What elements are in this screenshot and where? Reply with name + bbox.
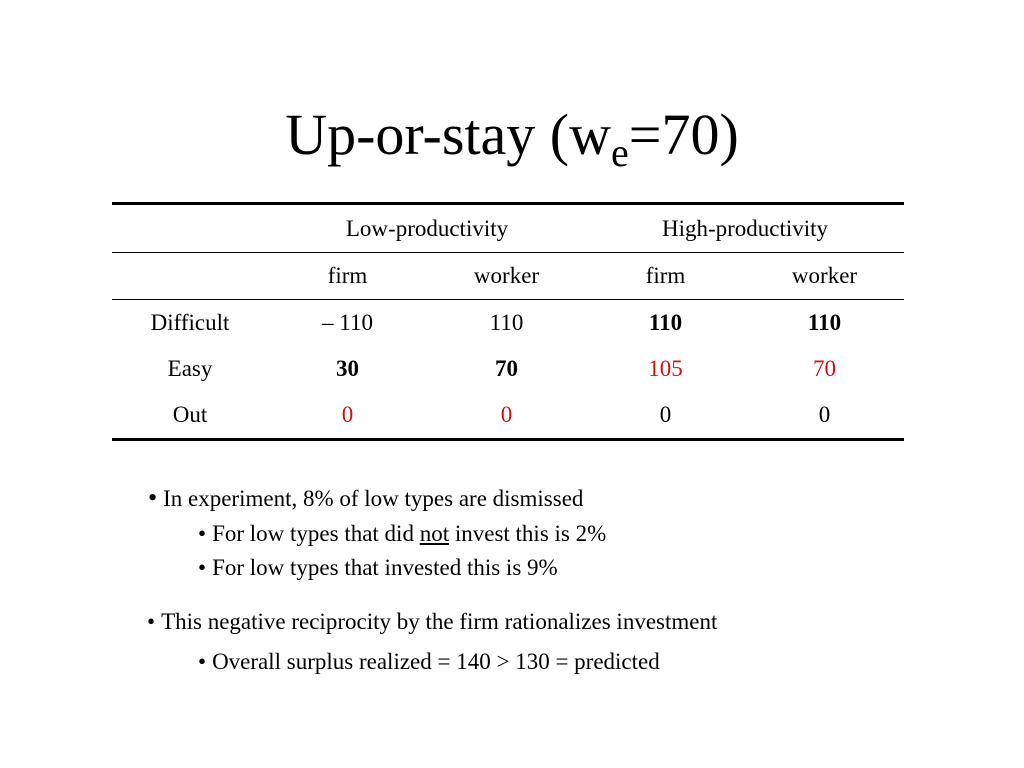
payoff-table — [112, 202, 904, 441]
bullet-item — [148, 483, 583, 514]
bullet-text-prefix: For low types that did — [212, 521, 420, 546]
table-cell: 70 — [495, 356, 518, 381]
bullet-icon: • — [148, 483, 158, 512]
table-cell: – 110 — [322, 310, 373, 335]
table-group-header-row — [112, 204, 904, 253]
title-main: Up-or-stay (w — [285, 102, 611, 167]
bullet-icon: • — [198, 555, 207, 580]
table-row-out — [112, 392, 904, 440]
bullet-item — [198, 553, 558, 583]
table-cell: 70 — [813, 356, 836, 381]
table-row-difficult — [112, 300, 904, 347]
bullet-item — [198, 519, 606, 549]
title-subscript: e — [611, 130, 629, 175]
bullet-text: This negative reciprocity by the firm rationalizes investment — [161, 609, 718, 634]
bullet-text: For low types that invested this is 9% — [212, 555, 558, 580]
bullet-icon: • — [198, 521, 207, 546]
subheader-empty — [112, 253, 268, 300]
row-label: Difficult — [150, 310, 230, 335]
table-cell: 110 — [489, 310, 524, 335]
table-cell: 0 — [586, 392, 745, 440]
slide-title — [0, 100, 1024, 188]
group-header-empty — [112, 204, 268, 253]
subheader-high-firm: firm — [586, 253, 745, 300]
title-tail: =70) — [628, 102, 739, 167]
bullet-item — [198, 647, 660, 677]
table-row-easy — [112, 346, 904, 392]
bullet-text-suffix: invest this is 2% — [449, 521, 607, 546]
table-cell: 0 — [268, 392, 427, 440]
bullet-text-underlined: not — [419, 521, 450, 546]
table-cell: 0 — [427, 392, 586, 440]
group-header-high: High-productivity — [586, 204, 904, 253]
bullet-icon: • — [147, 609, 156, 634]
table-cell: 0 — [745, 392, 904, 440]
bullet-text: In experiment, 8% of low types are dismissed — [163, 486, 584, 511]
bullet-item — [147, 607, 717, 637]
bullet-text: Overall surplus realized = 140 > 130 = predicted — [212, 649, 660, 674]
table-cell: 30 — [336, 356, 359, 381]
table-subheader-row — [112, 253, 904, 300]
subheader-high-worker: worker — [745, 253, 904, 300]
table-cell: 110 — [648, 310, 683, 335]
row-label: Out — [112, 392, 268, 440]
bullet-icon: • — [198, 649, 207, 674]
table-cell: 110 — [807, 310, 842, 335]
table-cell: 105 — [648, 356, 683, 381]
subheader-low-firm: firm — [268, 253, 427, 300]
row-label: Easy — [167, 356, 213, 381]
subheader-low-worker: worker — [427, 253, 586, 300]
group-header-low: Low-productivity — [268, 204, 586, 253]
